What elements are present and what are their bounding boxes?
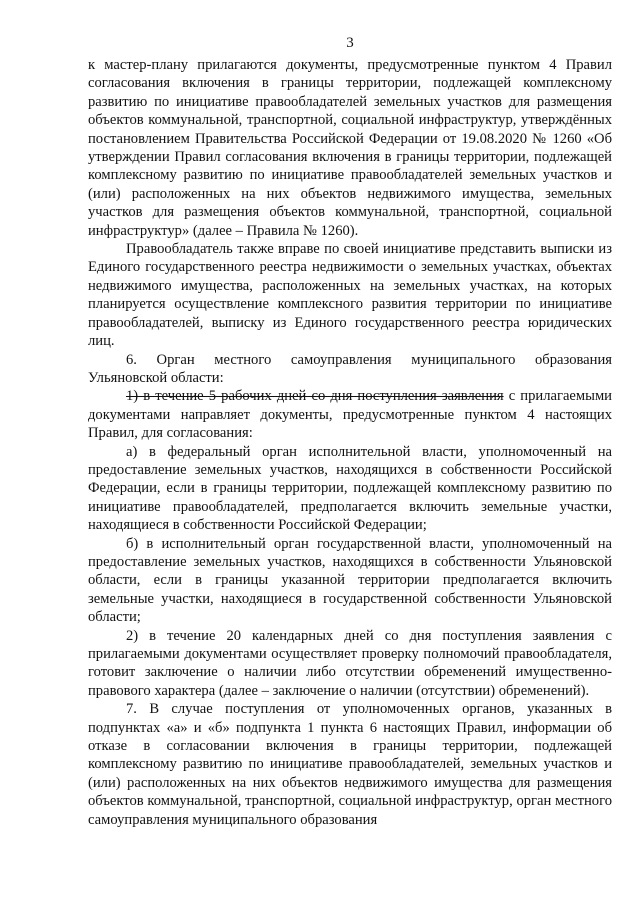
paragraph-clause-6: 6. Орган местного самоуправления муниципального образования Ульяновской области:: [88, 351, 612, 386]
paragraph-rightholder-extracts: Правообладатель также вправе по своей инициативе представить выписки из Единого государственного реестра недвижимости о земельных участках, объектах недвижимого имущества, расположенных на земельных участках, на которых планируется осуществление комплексного развития территории по инициативе правообладателей, выписку из Единого государственного реестра юридических лиц.: [88, 241, 612, 350]
paragraph-subclause-a: а) в федеральный орган исполнительной власти, уполномоченный на предоставление земельных участков, находящихся в собственности Российской Федерации, если в границы территории, подлежащей комплексному развитию по инициативе правообладателей, предполагается включить земельные участки, находящиеся в собственности Российской Федерации;: [88, 443, 612, 534]
struck-text: 1) в течение 5 рабочих дней со дня поступления заявления: [126, 388, 504, 405]
paragraph-clause-6-2: 2) в течение 20 календарных дней со дня поступления заявления с прилагаемыми документами осуществляет проверку полномочий правообладателя, готовит заключение о наличии либо отсутствии обременений имущественно-правового характера (далее – заключение о наличии (отсутствии) обременений).: [88, 627, 612, 699]
paragraph-continuation: к мастер-плану прилагаются документы, предусмотренные пунктом 4 Правил согласования включения в границы территории, подлежащей комплексному развитию по инициативе правообладателей земельных участков для размещения объектов коммунальной, транспортной, социальной инфраструктур, утверждённых постановлением Правительства Российской Федерации от 19.08.2020 № 1260 «Об утверждении Правил согласования включения в границы территории, подлежащей комплексному развитию по инициативе правообладателей земельных участков и (или) расположенных на них объектов недвижимого имущества, земельных участков для размещения объектов коммунальной, транспортной, социальной инфраструктур» (далее – Правила № 1260).: [88, 57, 612, 239]
page-number: 3: [346, 35, 354, 51]
document-body: [88, 56, 612, 829]
paragraph-clause-7: 7. В случае поступления от уполномоченных органов, указанных в подпунктах «а» и «б» подпункта 1 пункта 6 настоящих Правил, информации об отказе в согласовании включения в границы территории, подлежащей комплексному развитию по инициативе правообладателей, земельных участков и (или) расположенных на них объектов недвижимого имущества для размещения объектов коммунальной, транспортной, социальной инфраструктур, орган местного самоуправления муниципального образования: [88, 701, 612, 828]
paragraph-text: с прилагаемыми документами направляет документы, предусмотренные пунктом 4 настоящих Правил, для согласования:: [88, 388, 612, 442]
paragraph-clause-6-1: [88, 387, 612, 442]
paragraph-subclause-b: б) в исполнительный орган государственной власти, уполномоченный на предоставление земельных участков, находящихся в собственности Ульяновской области, если в границы указанной территории предполагается включить земельные участки, находящиеся в государственной собственности Ульяновской области;: [88, 535, 612, 626]
